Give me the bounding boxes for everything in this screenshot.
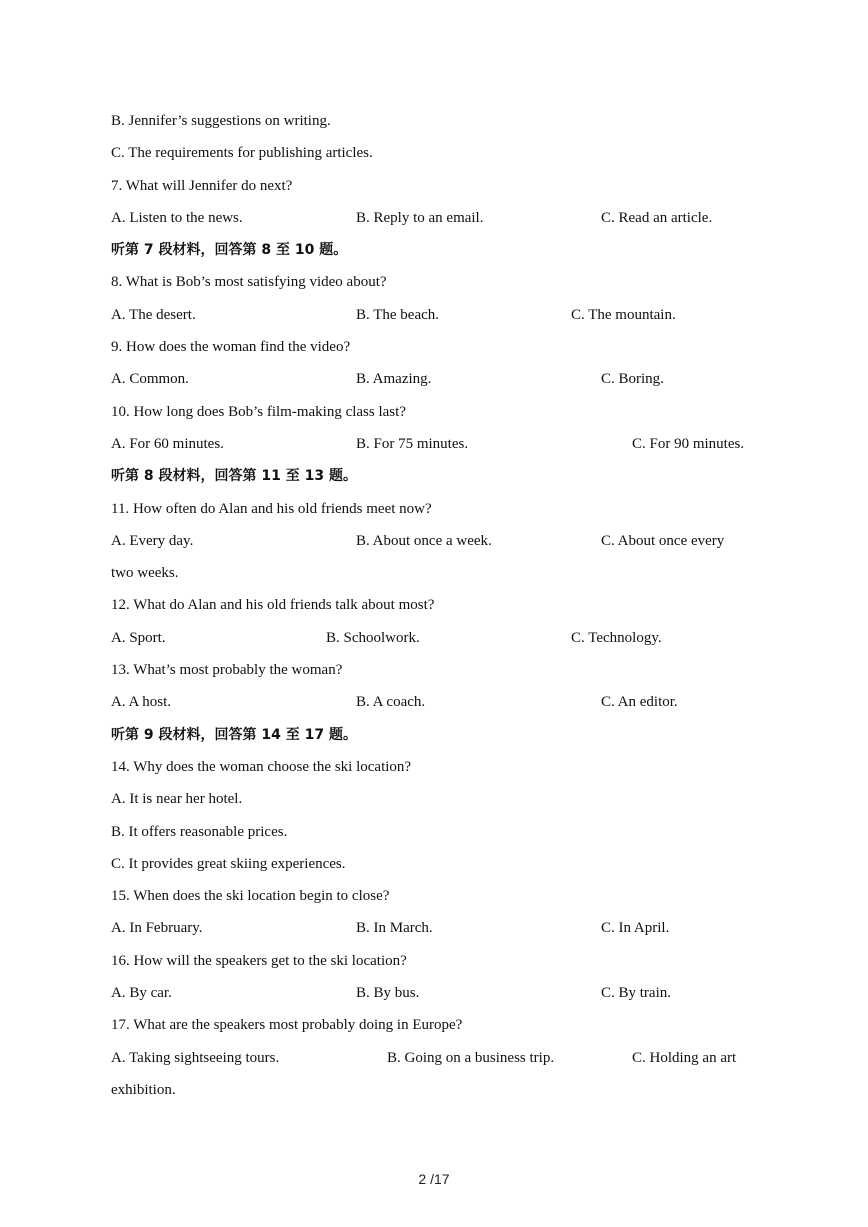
current-page: 2 — [418, 1171, 427, 1187]
question-10: 10. How long does Bob’s film-making class last? — [111, 403, 406, 420]
option-c: C. It provides great skiing experiences. — [111, 855, 346, 872]
option-a: A. Listen to the news. — [111, 209, 243, 226]
option-a: A. The desert. — [111, 306, 196, 323]
question-12: 12. What do Alan and his old friends talk about most? — [111, 597, 435, 614]
option-c: C. An editor. — [601, 694, 678, 711]
option-a: A. Sport. — [111, 629, 166, 646]
option-line: C. The requirements for publishing articles. — [111, 145, 373, 162]
option-c: C. Boring. — [601, 371, 664, 388]
total-pages: 17 — [434, 1171, 450, 1187]
question-14: 14. Why does the woman choose the ski location? — [111, 758, 412, 775]
page-number — [0, 1171, 868, 1187]
option-b: B. It offers reasonable prices. — [111, 823, 288, 840]
option-a: A. It is near her hotel. — [111, 791, 243, 808]
question-8: 8. What is Bob’s most satisfying video about? — [111, 274, 387, 291]
options-row-17 — [111, 1045, 761, 1077]
option-b: B. Schoolwork. — [326, 629, 420, 646]
options-row-12 — [111, 625, 761, 657]
option-b: B. For 75 minutes. — [356, 435, 469, 452]
option-a: A. Common. — [111, 371, 189, 388]
option-a: A. By car. — [111, 985, 172, 1002]
option-b: B. Going on a business trip. — [387, 1049, 555, 1066]
option-a: A. For 60 minutes. — [111, 435, 224, 452]
options-row-15 — [111, 915, 761, 947]
option-continuation: exhibition. — [111, 1081, 176, 1098]
option-b: B. In March. — [356, 920, 433, 937]
options-row-11 — [111, 528, 761, 560]
option-b: B. By bus. — [356, 985, 420, 1002]
option-a: A. In February. — [111, 920, 203, 937]
option-b: B. Amazing. — [356, 371, 432, 388]
options-row-8 — [111, 302, 761, 334]
option-a: A. Taking sightseeing tours. — [111, 1049, 280, 1066]
option-c: C. Holding an art — [632, 1049, 737, 1066]
section-heading-8: 听第 8 段材料，回答第 11 至 13 题。 — [111, 468, 357, 485]
option-b: B. Reply to an email. — [356, 209, 484, 226]
option-continuation: two weeks. — [111, 565, 179, 582]
option-c: C. For 90 minutes. — [632, 435, 745, 452]
option-a: A. Every day. — [111, 532, 194, 549]
option-line: B. Jennifer’s suggestions on writing. — [111, 113, 331, 129]
question-11: 11. How often do Alan and his old friends meet now? — [111, 500, 432, 517]
question-9: 9. How does the woman find the video? — [111, 339, 351, 356]
options-row-10 — [111, 431, 761, 463]
options-row-9 — [111, 366, 761, 398]
section-heading-9: 听第 9 段材料，回答第 14 至 17 题。 — [111, 726, 357, 743]
section-heading-7: 听第 7 段材料，回答第 8 至 10 题。 — [111, 242, 348, 259]
option-c: C. In April. — [601, 920, 670, 937]
page-separator: / — [430, 1171, 434, 1187]
option-c: C. About once every — [601, 532, 725, 549]
option-b: B. The beach. — [356, 306, 440, 323]
option-c: C. The mountain. — [571, 306, 676, 323]
option-b: B. A coach. — [356, 694, 426, 711]
question-17: 17. What are the speakers most probably doing in Europe? — [111, 1017, 463, 1034]
option-c: C. By train. — [601, 985, 671, 1002]
option-c: C. Technology. — [571, 629, 662, 646]
option-c: C. Read an article. — [601, 209, 713, 226]
question-13: 13. What’s most probably the woman? — [111, 662, 343, 679]
options-row-16 — [111, 980, 761, 1012]
question-7: 7. What will Jennifer do next? — [111, 177, 293, 194]
option-a: A. A host. — [111, 694, 172, 711]
options-row-7 — [111, 205, 761, 237]
options-row-13 — [111, 689, 761, 721]
option-b: B. About once a week. — [356, 532, 492, 549]
document-body — [111, 108, 761, 1109]
question-16: 16. How will the speakers get to the ski location? — [111, 952, 407, 969]
question-15: 15. When does the ski location begin to close? — [111, 888, 390, 905]
